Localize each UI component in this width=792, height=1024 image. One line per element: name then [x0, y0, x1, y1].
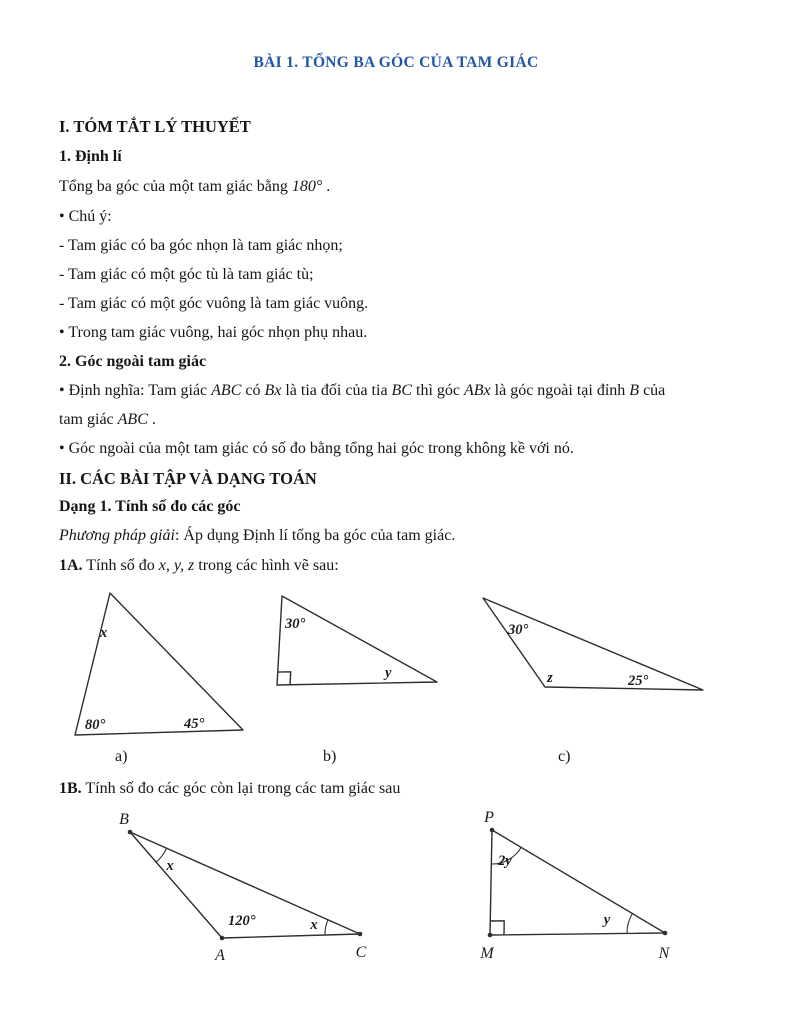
vertex-dot-p: [490, 828, 495, 833]
triangle-pmn-outline: [490, 830, 665, 935]
vertex-label-P: P: [484, 809, 494, 826]
angle-label-80: 80°: [85, 717, 106, 733]
exterior-angle-property: • Góc ngoài của một tam giác có số đo bằng tổng hai góc trong không kề với nó.: [59, 440, 574, 457]
note-acute: - Tam giác có ba góc nhọn là tam giác nhọn;: [59, 237, 343, 254]
angle-arc-b: [156, 848, 166, 862]
angle-label-x-at-c: x: [310, 917, 318, 933]
angle-label-y: y: [603, 912, 611, 928]
note-right: - Tam giác có một góc vuông là tam giác vuông.: [59, 295, 369, 312]
caption-a: a): [115, 748, 128, 765]
triangle-b-outline: [277, 596, 437, 685]
definition-line-2: tam giác ABC .: [59, 411, 156, 428]
angle-label-30: 30°: [285, 616, 306, 632]
figure-1a-a: [60, 585, 260, 745]
vertex-label-B: B: [119, 811, 129, 828]
triangle-c-outline: [483, 598, 703, 690]
vertex-dot-a: [220, 936, 225, 941]
note-obtuse: - Tam giác có một góc tù là tam giác tù;: [59, 266, 314, 283]
problem-1A: 1A. Tính số đo x, y, z trong các hình vẽ sau:: [59, 557, 339, 574]
note-bullet: • Chú ý:: [59, 208, 112, 225]
vertex-dot-m: [488, 933, 493, 938]
angle-label-x-at-b: x: [166, 858, 174, 874]
subheading-dinh-li: 1. Định lí: [59, 148, 122, 165]
figure-1b-left: [100, 808, 390, 966]
angle-label-2y: 2y: [498, 853, 512, 869]
theorem-statement: Tổng ba góc của một tam giác bằng 180° .: [59, 178, 331, 195]
angle-label-30: 30°: [508, 622, 529, 638]
angle-arc-c: [325, 920, 328, 935]
subheading-dang-1: Dạng 1. Tính số đo các góc: [59, 498, 241, 515]
vertex-dot-b: [128, 830, 133, 835]
method-line: Phương pháp giải: Áp dụng Định lí tổng ba góc của tam giác.: [59, 527, 456, 544]
subheading-goc-ngoai: 2. Góc ngoài tam giác: [59, 353, 207, 370]
right-angle-mark: [490, 921, 504, 935]
vertex-label-C: C: [355, 944, 367, 961]
angle-label-x: x: [100, 625, 108, 641]
page-title: BÀI 1. TỔNG BA GÓC CỦA TAM GIÁC: [253, 54, 539, 71]
note-complementary: • Trong tam giác vuông, hai góc nhọn phụ nhau.: [59, 324, 368, 341]
figure-1a-c: [468, 590, 718, 702]
vertex-dot-n: [663, 931, 668, 936]
problem-1B: 1B. Tính số đo các góc còn lại trong các tam giác sau: [59, 780, 401, 797]
angle-label-z: z: [547, 670, 553, 686]
vertex-label-N: N: [658, 945, 670, 962]
caption-c: c): [558, 748, 571, 765]
angle-label-120: 120°: [228, 913, 256, 929]
heading-exercises: II. CÁC BÀI TẬP VÀ DẠNG TOÁN: [59, 469, 317, 488]
vertex-dot-c: [358, 932, 363, 937]
vertex-label-A: A: [215, 947, 225, 964]
angle-label-45: 45°: [184, 716, 205, 732]
vertex-label-M: M: [480, 945, 494, 962]
figure-1a-b: [265, 588, 445, 693]
caption-b: b): [323, 748, 337, 765]
triangle-a-outline: [75, 593, 243, 735]
angle-label-y: y: [385, 665, 392, 681]
angle-arc-n: [627, 914, 632, 934]
heading-theory: I. TÓM TẮT LÝ THUYẾT: [59, 117, 251, 136]
angle-label-25: 25°: [628, 673, 649, 689]
right-angle-mark: [278, 672, 291, 685]
figure-1b-right: [465, 808, 695, 966]
definition-line-1: • Định nghĩa: Tam giác ABC có Bx là tia đối của tia BC thì góc ABx là góc ngoài tại đỉnh B của: [59, 382, 666, 399]
